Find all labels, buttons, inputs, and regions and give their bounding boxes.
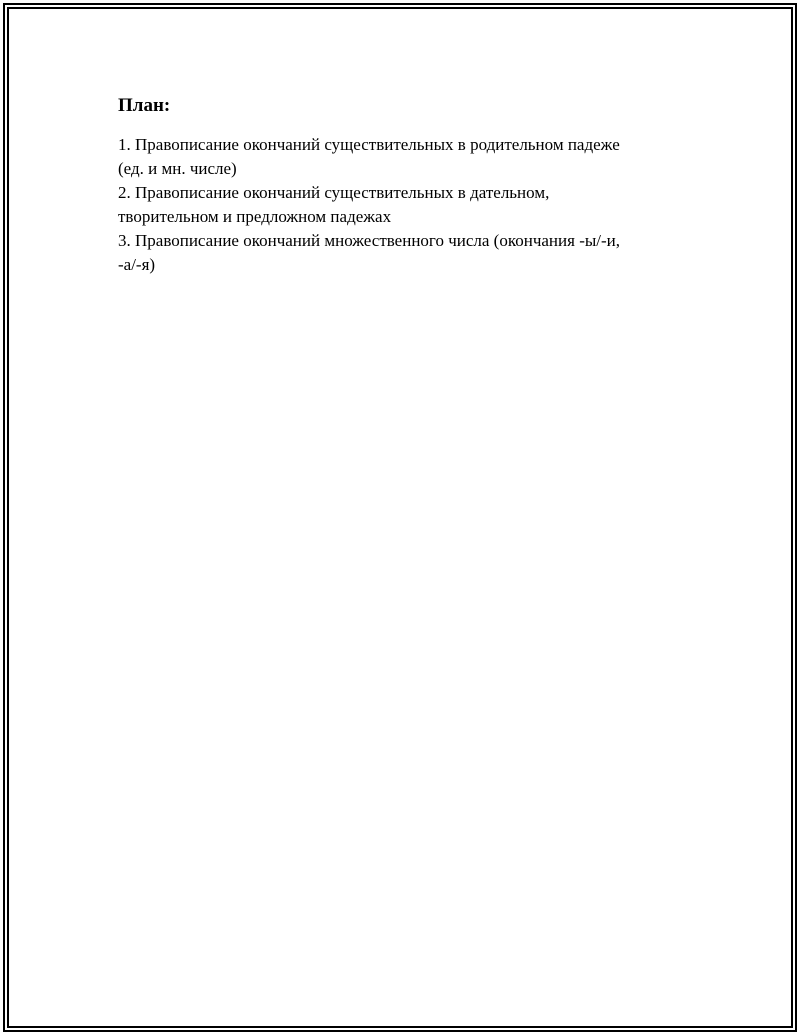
plan-item-2 — [118, 181, 678, 229]
plan-heading: План: — [118, 95, 171, 116]
plan-list — [118, 133, 678, 277]
plan-item-3-line1: 3. Правописание окончаний множественного числа (окончания -ы/-и, — [118, 231, 621, 250]
plan-item-2-line1: 2. Правописание окончаний существительных в дательном, — [118, 183, 550, 202]
plan-item-1 — [118, 133, 678, 181]
plan-item-1-line2: (ед. и мн. числе) — [118, 159, 237, 178]
plan-item-1-line1: 1. Правописание окончаний существительных в родительном падеже — [118, 135, 620, 154]
plan-item-3 — [118, 229, 678, 277]
plan-item-3-line2: -а/-я) — [118, 255, 156, 274]
plan-item-2-line2: творительном и предложном падежах — [118, 207, 392, 226]
document-body — [118, 93, 678, 277]
